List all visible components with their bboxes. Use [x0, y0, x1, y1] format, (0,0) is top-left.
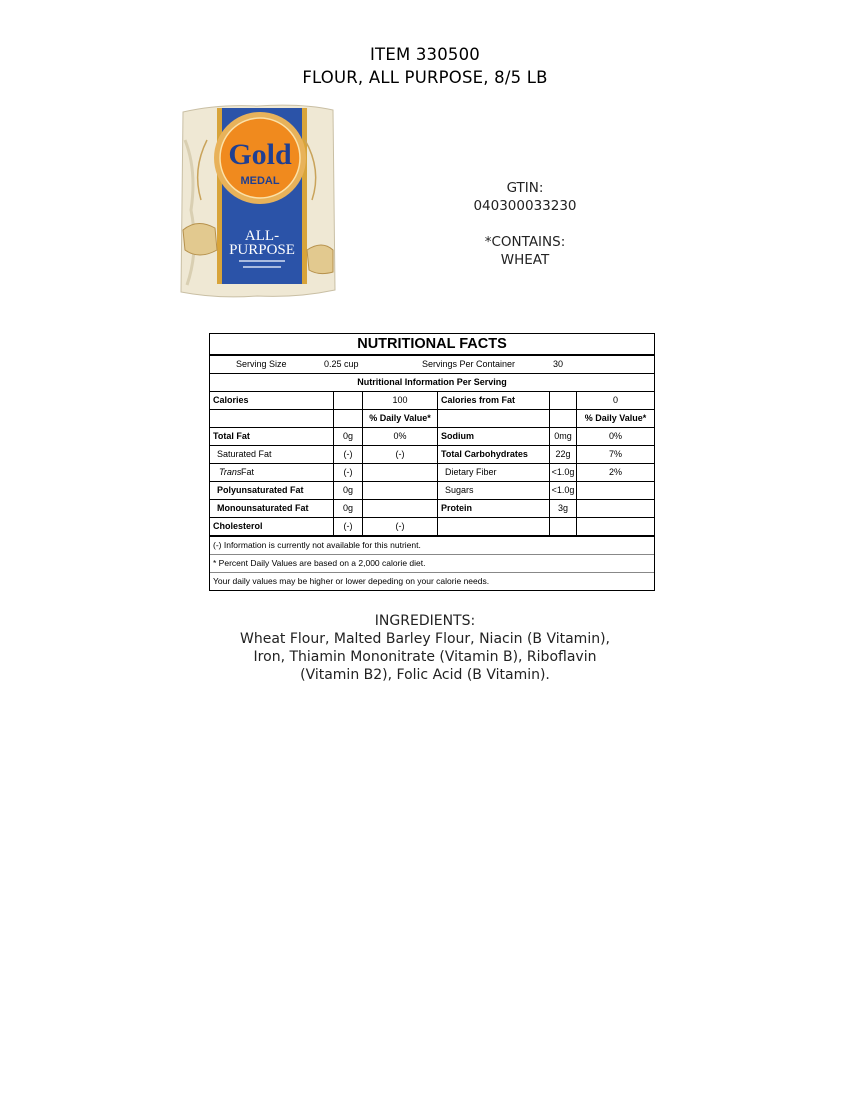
section-title-row: [210, 374, 654, 392]
nutrient-amount: [550, 518, 576, 535]
item-number: ITEM 330500: [369, 45, 481, 64]
variety-text-1: ALL-: [244, 228, 280, 244]
allergen-value: WHEAT: [500, 252, 550, 268]
variety-text-2: PURPOSE: [229, 242, 295, 258]
nutrient-daily-value: 0: [612, 395, 618, 405]
nutrient-amount: (-): [343, 467, 353, 477]
ingredients-line: Wheat Flour, Malted Barley Flour, Niacin (B Vitamin),: [240, 631, 610, 647]
nutrition-facts-table: [209, 333, 655, 591]
nutrient-name: Total Carbohydrates: [441, 449, 528, 459]
nutrient-name: Dietary Fiber: [445, 467, 497, 477]
servings-value: 30: [553, 359, 564, 369]
nutrient-daily-value: 2%: [608, 467, 622, 477]
nutrient-daily-value: 7%: [608, 449, 622, 459]
nutrient-name: Monounsaturated Fat: [217, 503, 309, 513]
nutrient-name: Sugars: [445, 485, 474, 495]
footnote: * Percent Daily Values are based on a 2,000 calorie diet.: [210, 555, 654, 573]
footnotes: [210, 536, 654, 590]
nutrient-daily-value: [577, 500, 654, 517]
nutrient-name: Fat: [241, 467, 255, 477]
nutrient-row: [210, 518, 654, 536]
nutrient-daily-value: % Daily Value*: [584, 413, 647, 423]
nutrient-amount: 0g: [342, 503, 353, 513]
nutrient-daily-value: (-): [395, 449, 405, 459]
nutrient-row: [210, 446, 654, 464]
nutrient-amount: <1.0g: [551, 467, 575, 477]
nutrient-daily-value: [363, 464, 437, 481]
nutrient-amount: 0mg: [554, 431, 572, 441]
nutrient-daily-value: [363, 482, 437, 499]
gtin-value: 040300033230: [473, 198, 577, 214]
nutrient-daily-value: % Daily Value*: [369, 413, 431, 423]
footnote: (-) Information is currently not available for this nutrient.: [210, 537, 654, 555]
nutrient-amount: 0g: [342, 431, 353, 441]
servings-label: Servings Per Container: [422, 359, 516, 369]
nutrient-name: Total Fat: [213, 431, 250, 441]
nutrient-amount: (-): [343, 449, 353, 459]
nutrient-daily-value: 0%: [393, 431, 407, 441]
nutrient-amount: [334, 392, 362, 409]
nutrient-amount: 0g: [342, 485, 353, 495]
nutrient-daily-value: (-): [395, 521, 405, 531]
footnote: Your daily values may be higher or lower depeding on your calorie needs.: [213, 576, 490, 586]
nutrient-row: [210, 482, 654, 500]
ingredients-label: INGREDIENTS:: [374, 613, 476, 629]
nutrient-row: [210, 428, 654, 446]
nutrient-amount: [334, 410, 362, 427]
nutrient-name-italic: Trans: [219, 467, 242, 477]
serving-size-label: Serving Size: [236, 359, 287, 369]
nutrient-name: Polyunsaturated Fat: [217, 485, 304, 495]
nutrient-amount: 22g: [555, 449, 571, 459]
nutrition-title: NUTRITIONAL FACTS: [210, 334, 654, 356]
nutrient-name: Saturated Fat: [217, 449, 272, 459]
nutrient-name: Cholesterol: [213, 521, 263, 531]
nutrient-row: [210, 464, 654, 482]
nutrient-name: Sodium: [441, 431, 474, 441]
nutrient-row: [210, 392, 654, 410]
nutrient-daily-value: 100: [392, 395, 408, 405]
nutrient-daily-value: 0%: [608, 431, 622, 441]
serving-row: [210, 356, 654, 374]
nutrient-amount: [550, 392, 576, 409]
nutrient-daily-value: [363, 500, 437, 517]
nutrient-row: [210, 410, 654, 428]
nutrient-daily-value: [577, 482, 654, 499]
ingredients-line: Iron, Thiamin Mononitrate (Vitamin B), Riboflavin: [253, 649, 597, 665]
product-name: FLOUR, ALL PURPOSE, 8/5 LB: [302, 68, 548, 87]
nutrient-amount: [550, 410, 576, 427]
nutrient-daily-value: [577, 518, 654, 535]
serving-size-value: 0.25 cup: [324, 359, 359, 369]
nutrient-grid: [210, 392, 654, 536]
nutrient-row: [210, 500, 654, 518]
nutrient-amount: <1.0g: [551, 485, 575, 495]
section-title: Nutritional Information Per Serving: [357, 377, 507, 387]
nutrient-name: Protein: [441, 503, 473, 513]
ingredients-line: (Vitamin B2), Folic Acid (B Vitamin).: [300, 667, 550, 683]
brand-logo-subtext: MEDAL: [240, 175, 280, 187]
nutrient-amount: (-): [343, 521, 353, 531]
gtin-label: GTIN:: [506, 180, 544, 196]
nutrient-amount: 3g: [557, 503, 568, 513]
nutrient-name: Calories: [213, 395, 249, 405]
allergen-label: *CONTAINS:: [484, 234, 566, 250]
nutrient-name: Calories from Fat: [441, 395, 516, 405]
product-image: [177, 100, 337, 300]
brand-logo-text: Gold: [228, 138, 292, 171]
